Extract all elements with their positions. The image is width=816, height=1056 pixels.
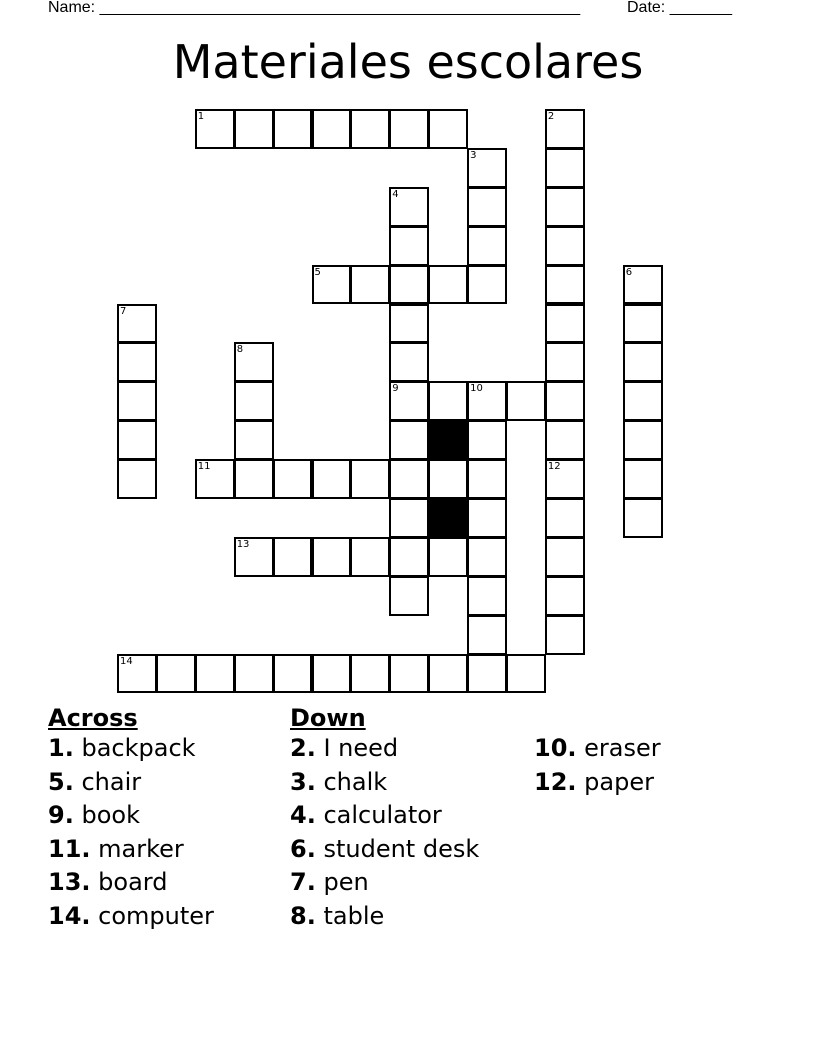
grid-cell[interactable] [350,654,390,694]
across-clues [48,704,214,933]
grid-cell[interactable] [117,420,157,460]
cell-number: 7 [120,305,127,317]
grid-cell[interactable] [467,420,507,460]
down-clues-continued [534,732,661,799]
grid-cell[interactable] [428,381,468,421]
date-line: _______ [669,0,732,16]
cell-number: 2 [547,111,555,122]
grid-cell-blocked [428,420,468,460]
grid-cell[interactable] [389,265,429,305]
grid-cell[interactable] [428,537,468,577]
clue-across-14 [48,900,214,934]
cell-number: 6 [625,266,633,278]
grid-cell[interactable] [545,576,585,616]
grid-cell[interactable] [545,615,585,655]
grid-cell[interactable] [312,537,352,577]
grid-cell[interactable] [389,226,429,266]
grid-cell[interactable] [117,459,157,499]
clue-text: board [98,868,168,896]
clue-across-9 [48,799,214,833]
clue-down-6 [290,833,479,867]
down-clues [290,704,479,933]
grid-cell[interactable] [312,265,352,305]
grid-cell[interactable] [234,459,274,499]
clue-text: chalk [323,767,388,796]
clue-text: marker [98,834,184,863]
clue-across-1 [48,732,214,766]
grid-cell[interactable] [389,420,429,460]
grid-cell[interactable] [389,304,429,344]
grid-cell[interactable] [156,654,196,694]
grid-cell[interactable] [428,109,468,149]
page-title: Materiales escolares [172,35,644,89]
grid-cell[interactable] [389,342,429,382]
grid-cell[interactable] [350,109,390,149]
grid-cell[interactable] [389,187,429,227]
grid-cell[interactable] [467,576,507,616]
clue-number: 5. [48,767,74,796]
grid-cell[interactable] [506,654,546,694]
clue-number: 4. [290,801,316,829]
grid-cell[interactable] [117,304,157,344]
grid-cell[interactable] [545,226,585,266]
clue-number: 1. [48,734,74,762]
cell-number: 14 [120,655,133,667]
grid-cell[interactable] [545,381,585,421]
clue-text: chair [81,767,142,796]
grid-cell[interactable] [623,304,663,344]
grid-cell[interactable] [389,576,429,616]
clue-down-12 [534,766,661,800]
grid-cell[interactable] [467,226,507,266]
clue-down-8 [290,900,479,934]
grid-cell[interactable] [234,342,274,382]
grid-cell[interactable] [273,109,313,149]
clue-number: 12. [534,767,577,796]
grid-cell[interactable] [623,420,663,460]
clue-text: backpack [81,734,196,762]
clue-text: paper [584,767,654,796]
name-label: Name: [48,0,96,16]
grid-cell[interactable] [623,459,663,499]
cell-number: 10 [470,383,483,395]
grid-cell[interactable] [545,459,585,499]
clue-number: 13. [48,868,91,896]
clue-number: 6. [290,834,316,863]
grid-cell[interactable] [312,109,352,149]
grid-cell[interactable] [545,342,585,382]
clue-across-5 [48,766,214,800]
grid-cell[interactable] [273,459,313,499]
clue-number: 8. [290,901,316,930]
clue-text: computer [98,901,214,930]
cell-number: 11 [197,461,211,473]
grid-cell[interactable] [195,459,235,499]
down-heading: Down [290,704,366,732]
grid-cell[interactable] [389,537,429,577]
cell-number: 4 [392,188,399,200]
grid-cell-blocked [428,498,468,538]
clue-text: I need [323,734,399,762]
grid-cell[interactable] [428,654,468,694]
cell-number: 8 [236,344,244,356]
grid-cell[interactable] [389,498,429,538]
cell-number: 3 [470,149,477,161]
cell-number: 5 [314,266,321,278]
clue-number: 9. [48,801,74,829]
grid-cell[interactable] [545,304,585,344]
grid-cell[interactable] [350,459,390,499]
grid-cell[interactable] [273,537,313,577]
grid-cell[interactable] [312,459,352,499]
grid-cell[interactable] [234,109,274,149]
grid-cell[interactable] [234,654,274,694]
grid-cell[interactable] [273,654,313,694]
grid-cell[interactable] [389,459,429,499]
grid-cell[interactable] [545,537,585,577]
clue-number: 2. [290,734,316,762]
grid-cell[interactable] [623,342,663,382]
grid-cell[interactable] [389,654,429,694]
clue-down-7 [290,866,479,900]
grid-cell[interactable] [545,109,585,149]
cell-number: 1 [197,111,205,122]
clue-number: 14. [48,901,91,930]
grid-cell[interactable] [389,109,429,149]
name-line: ______________________________________________________ [99,0,581,16]
grid-cell[interactable] [117,342,157,382]
grid-cell[interactable] [467,187,507,227]
cell-number: 13 [236,538,250,550]
grid-cell[interactable] [234,537,274,577]
grid-cell[interactable] [545,187,585,227]
clue-text: book [81,801,140,829]
grid-cell[interactable] [467,459,507,499]
grid-cell[interactable] [467,654,507,694]
grid-cell[interactable] [428,265,468,305]
grid-cell[interactable] [467,265,507,305]
grid-cell[interactable] [545,148,585,188]
grid-cell[interactable] [467,537,507,577]
grid-cell[interactable] [545,498,585,538]
grid-cell[interactable] [467,498,507,538]
grid-cell[interactable] [234,381,274,421]
clue-down-2 [290,732,479,766]
clue-down-10 [534,732,661,766]
grid-cell[interactable] [312,654,352,694]
grid-cell[interactable] [623,381,663,421]
grid-cell[interactable] [545,420,585,460]
grid-cell[interactable] [117,654,157,694]
clue-down-4 [290,799,479,833]
clue-number: 3. [290,767,316,796]
clue-text: table [323,901,385,930]
grid-cell[interactable] [389,381,429,421]
grid-cell[interactable] [350,265,390,305]
clue-down-3 [290,766,479,800]
clue-number: 10. [534,734,577,762]
grid-cell[interactable] [195,654,235,694]
clue-text: eraser [584,734,661,762]
across-heading: Across [48,704,138,732]
grid-cell[interactable] [234,420,274,460]
clue-text: student desk [323,834,480,863]
clue-across-11 [48,833,214,867]
clue-number: 11. [48,834,91,863]
date-label: Date: [627,0,666,16]
grid-cell[interactable] [195,109,235,149]
clue-text: pen [323,868,369,896]
clue-across-13 [48,866,214,900]
grid-cell[interactable] [545,265,585,305]
grid-cell[interactable] [623,498,663,538]
clue-text: calculator [323,801,442,829]
grid-cell[interactable] [623,265,663,305]
grid-cell[interactable] [428,459,468,499]
grid-cell[interactable] [467,615,507,655]
grid-cell[interactable] [506,381,546,421]
cell-number: 12 [547,461,561,473]
grid-cell[interactable] [117,381,157,421]
grid-cell[interactable] [467,381,507,421]
cell-number: 9 [392,383,399,395]
grid-cell[interactable] [467,148,507,188]
grid-cell[interactable] [350,537,390,577]
clue-number: 7. [290,868,316,896]
